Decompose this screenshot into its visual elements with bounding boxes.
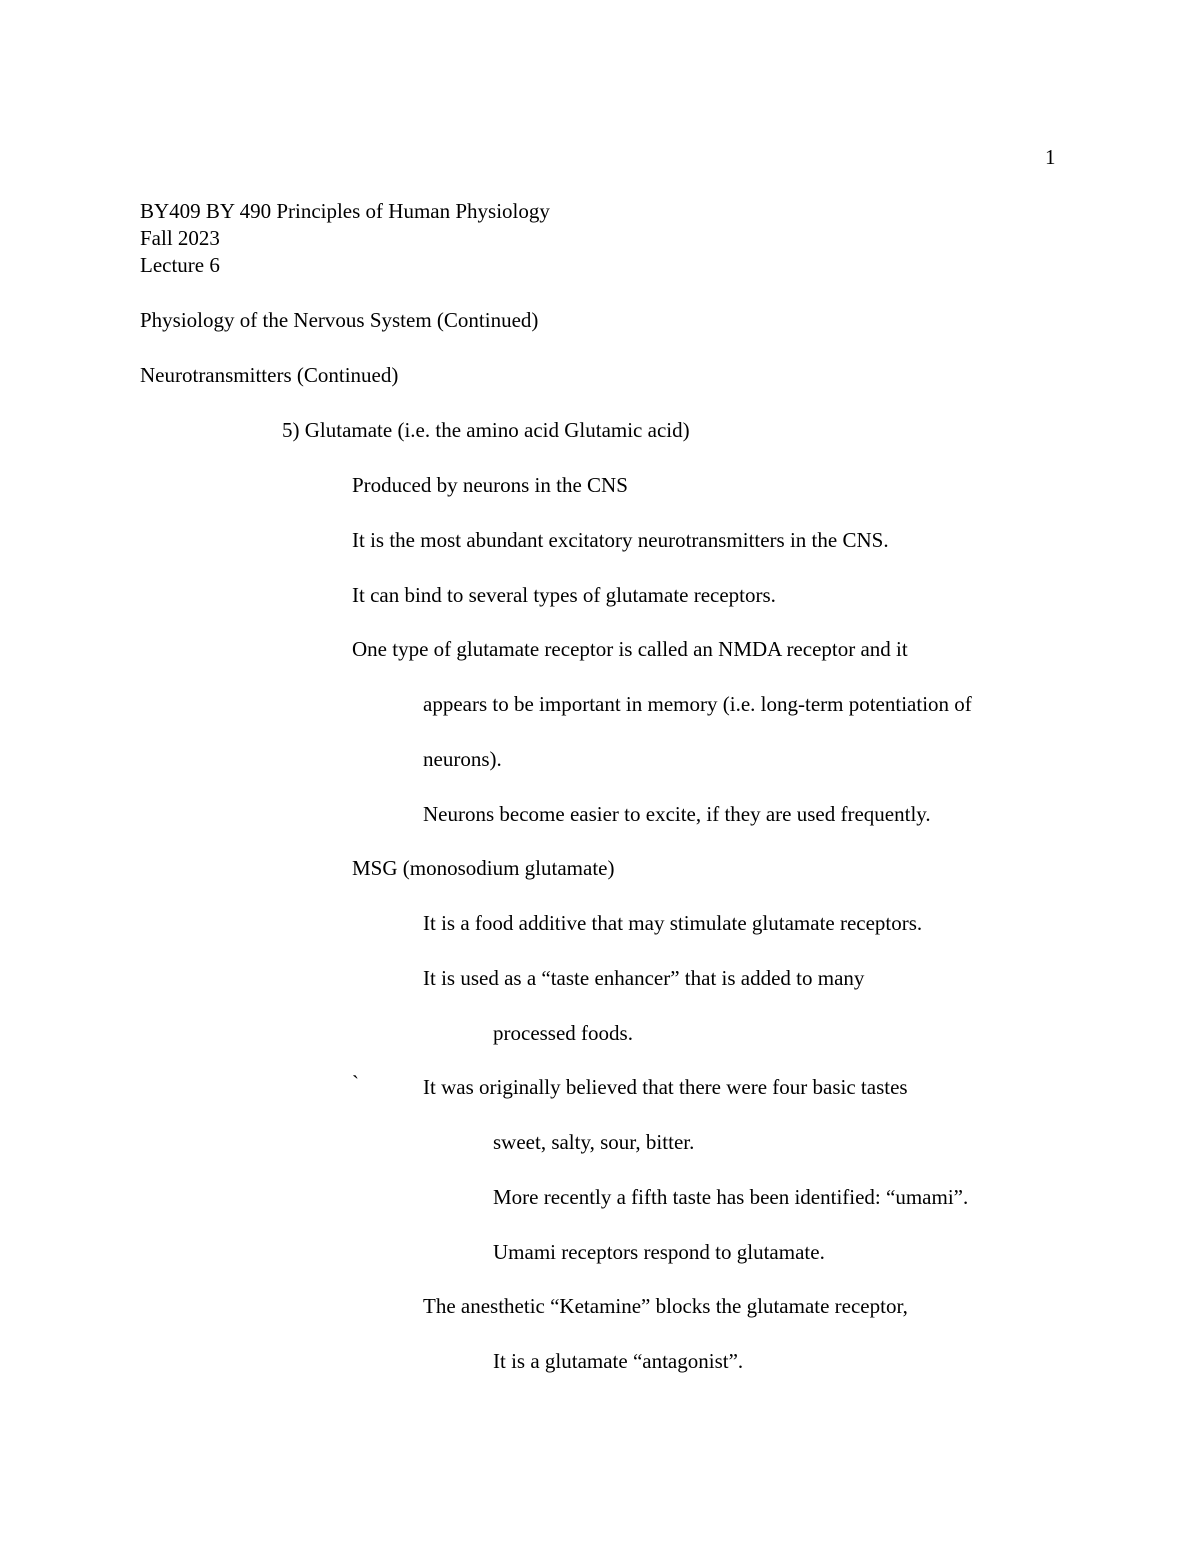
- lecture-number: Lecture 6: [140, 253, 220, 277]
- subsection-title: Neurotransmitters (Continued): [140, 363, 399, 387]
- nmda-text-line-1: One type of glutamate receptor is called an NMDA receptor and it: [352, 637, 908, 661]
- four-tastes-text: It was originally believed that there were four basic tastes: [423, 1075, 908, 1099]
- taste-list-text: sweet, salty, sour, bitter.: [493, 1130, 695, 1154]
- ketamine-text-line-1: The anesthetic “Ketamine” blocks the glutamate receptor,: [423, 1294, 908, 1318]
- additive-text: It is a food additive that may stimulate glutamate receptors.: [423, 911, 923, 935]
- term: Fall 2023: [140, 226, 220, 250]
- course-title: BY409 BY 490 Principles of Human Physiology: [140, 199, 550, 223]
- bind-text: It can bind to several types of glutamate receptors.: [352, 583, 776, 607]
- produced-text: Produced by neurons in the CNS: [352, 473, 628, 497]
- nmda-text-line-2: appears to be important in memory (i.e. long-term potentiation of: [423, 692, 972, 716]
- excite-text: Neurons become easier to excite, if they are used frequently.: [423, 802, 931, 826]
- enhancer-text-line-2: processed foods.: [493, 1021, 633, 1045]
- umami-text: More recently a fifth taste has been identified: “umami”.: [493, 1185, 969, 1209]
- page-number: 1: [1045, 145, 1056, 169]
- glutamate-heading: 5) Glutamate (i.e. the amino acid Glutamic acid): [282, 418, 690, 442]
- ketamine-text-line-2: It is a glutamate “antagonist”.: [493, 1349, 744, 1373]
- section-title: Physiology of the Nervous System (Continued): [140, 308, 539, 332]
- msg-heading: MSG (monosodium glutamate): [352, 856, 615, 880]
- umami-receptors-text: Umami receptors respond to glutamate.: [493, 1240, 825, 1264]
- nmda-text-line-3: neurons).: [423, 747, 502, 771]
- stray-backtick-mark: `: [352, 1071, 359, 1095]
- abundant-text: It is the most abundant excitatory neurotransmitters in the CNS.: [352, 528, 889, 552]
- enhancer-text-line-1: It is used as a “taste enhancer” that is added to many: [423, 966, 865, 990]
